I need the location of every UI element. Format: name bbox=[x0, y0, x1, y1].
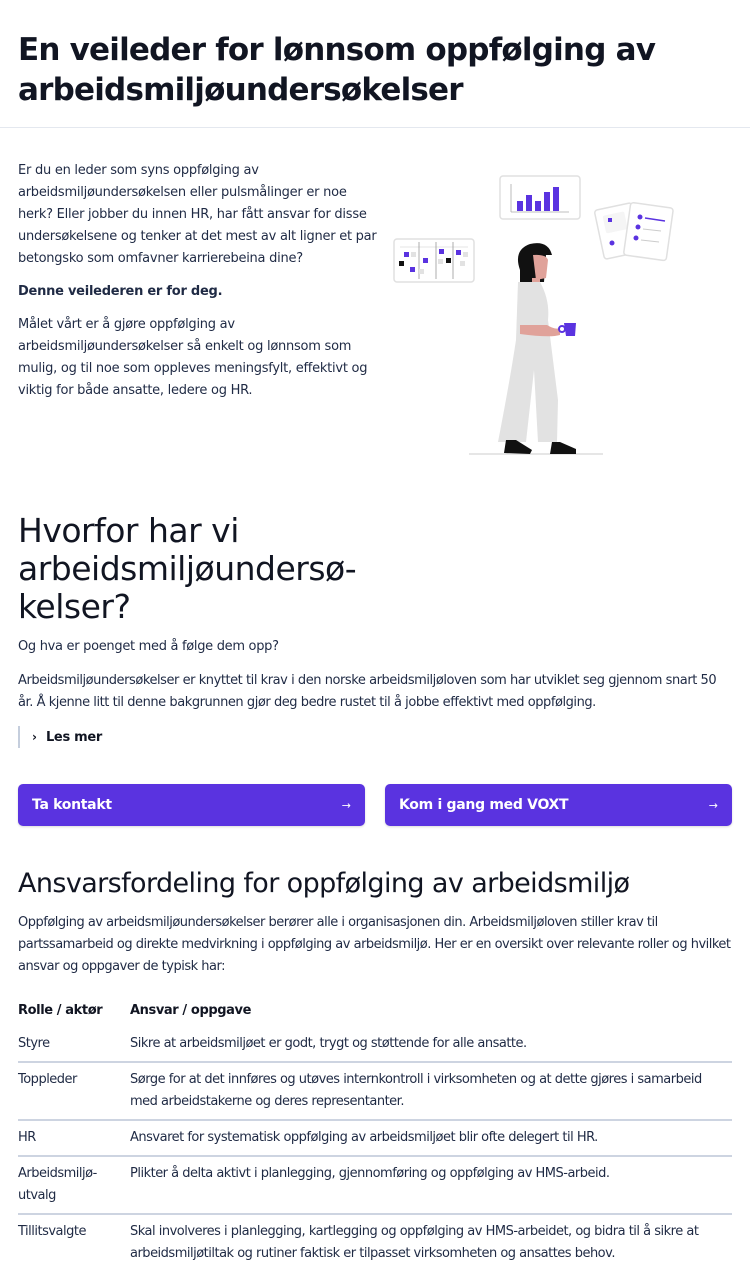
responsibility-paragraph: Oppfølging av arbeidsmiljøundersøkelser berører alle i organisasjonen din. Arbeidsmiljøloven stiller krav til partssamarbeid og direkte medvirkning i oppfølging av arbeidsmiljø. Her er en oversikt over relevante roller og hvilket ansvar og oppgaver de typisk har: bbox=[18, 915, 731, 974]
why-section bbox=[0, 512, 750, 748]
role-cell: HR bbox=[18, 1130, 36, 1145]
why-subtitle: Og hva er poenget med å følge dem opp? bbox=[18, 639, 279, 654]
kanban-board-icon bbox=[394, 239, 474, 282]
chevron-right-icon: › bbox=[32, 730, 37, 744]
get-started-button-label: Kom i gang med VOXT bbox=[399, 797, 569, 813]
roles-table bbox=[18, 995, 732, 1271]
intro-highlight: Denne veilederen er for deg. bbox=[18, 284, 223, 299]
contact-button-label: Ta kontakt bbox=[32, 797, 112, 813]
responsibility-cell: Sørge for at det innføres og utøves internkontroll i virksomheten og at dette gjøres i samarbeid med arbeidstakerne og deres representanter. bbox=[130, 1072, 702, 1109]
person-figure-icon bbox=[469, 243, 603, 454]
intro-paragraph: Målet vårt er å gjøre oppfølging av arbeidsmiljøundersøkelser så enkelt og lønnsom som mulig, og til noe som oppleves meningsfylt, effektivt og viktig for både ansatte, ledere og HR. bbox=[18, 317, 368, 398]
why-title: Hvorfor har vi arbeidsmiljøundersøkelser? bbox=[18, 511, 357, 626]
responsibility-cell: Skal involveres i planlegging, kartlegging og oppfølging av HMS-arbeidet, og bidra til å sikre at arbeidsmiljøtiltak og rutiner faktisk er tilpasset virksomheten og ansattes behov. bbox=[130, 1224, 699, 1261]
arrow-right-icon: → bbox=[341, 798, 351, 812]
read-more-toggle[interactable] bbox=[18, 726, 732, 748]
table-row bbox=[18, 1156, 732, 1214]
intro-paragraph: Er du en leder som syns oppfølging av arbeidsmiljøundersøkelsen eller pulsmålinger er noe herk? Eller jobber du innen HR, har fått ansvar for disse undersøkelsene og tenker at det mest av alt ligner et par betongsko som omfavner karrierebeina dine? bbox=[18, 163, 377, 266]
role-cell: Arbeidsmiljøutvalg bbox=[18, 1166, 98, 1203]
responsibility-title: Ansvarsfordeling for oppfølging av arbeidsmiljø bbox=[18, 868, 630, 899]
cta-buttons bbox=[0, 784, 750, 826]
role-cell: Toppleder bbox=[18, 1072, 77, 1087]
column-header-responsibility: Ansvar / oppgave bbox=[130, 1003, 252, 1018]
table-row bbox=[18, 1062, 732, 1120]
responsibility-cell: Plikter å delta aktivt i planlegging, gjennomføring og oppfølging av HMS-arbeid. bbox=[130, 1166, 610, 1181]
arrow-right-icon: → bbox=[708, 798, 718, 812]
documents-icon bbox=[594, 202, 673, 260]
table-row bbox=[18, 1214, 732, 1271]
table-row bbox=[18, 1027, 732, 1062]
column-header-role: Rolle / aktør bbox=[18, 1003, 103, 1018]
intro-text bbox=[18, 160, 380, 490]
responsibility-cell: Sikre at arbeidsmiljøet er godt, trygt og støttende for alle ansatte. bbox=[130, 1036, 527, 1051]
hero-illustration bbox=[380, 160, 730, 490]
responsibility-cell: Ansvaret for systematisk oppfølging av arbeidsmiljøet blir ofte delegert til HR. bbox=[130, 1130, 598, 1145]
bar-chart-icon bbox=[500, 176, 580, 219]
intro-section bbox=[0, 128, 750, 490]
responsibility-section bbox=[0, 867, 750, 1271]
why-paragraph: Arbeidsmiljøundersøkelser er knyttet til krav i den norske arbeidsmiljøloven som har utviklet seg gjennom snart 50 år. Å kjenne litt til denne bakgrunnen gjør deg bedre rustet til å jobbe effektivt med oppfølging. bbox=[18, 673, 717, 710]
read-more-label: Les mer bbox=[45, 729, 102, 745]
table-header-row bbox=[18, 995, 732, 1027]
contact-button[interactable] bbox=[18, 784, 365, 826]
page-title: En veileder for lønnsom oppfølging av arbeidsmiljøundersøkelser bbox=[18, 32, 656, 108]
page-header bbox=[0, 0, 750, 128]
role-cell: Styre bbox=[18, 1036, 50, 1051]
table-row bbox=[18, 1120, 732, 1156]
role-cell: Tillitsvalgte bbox=[18, 1224, 86, 1239]
get-started-button[interactable] bbox=[385, 784, 732, 826]
